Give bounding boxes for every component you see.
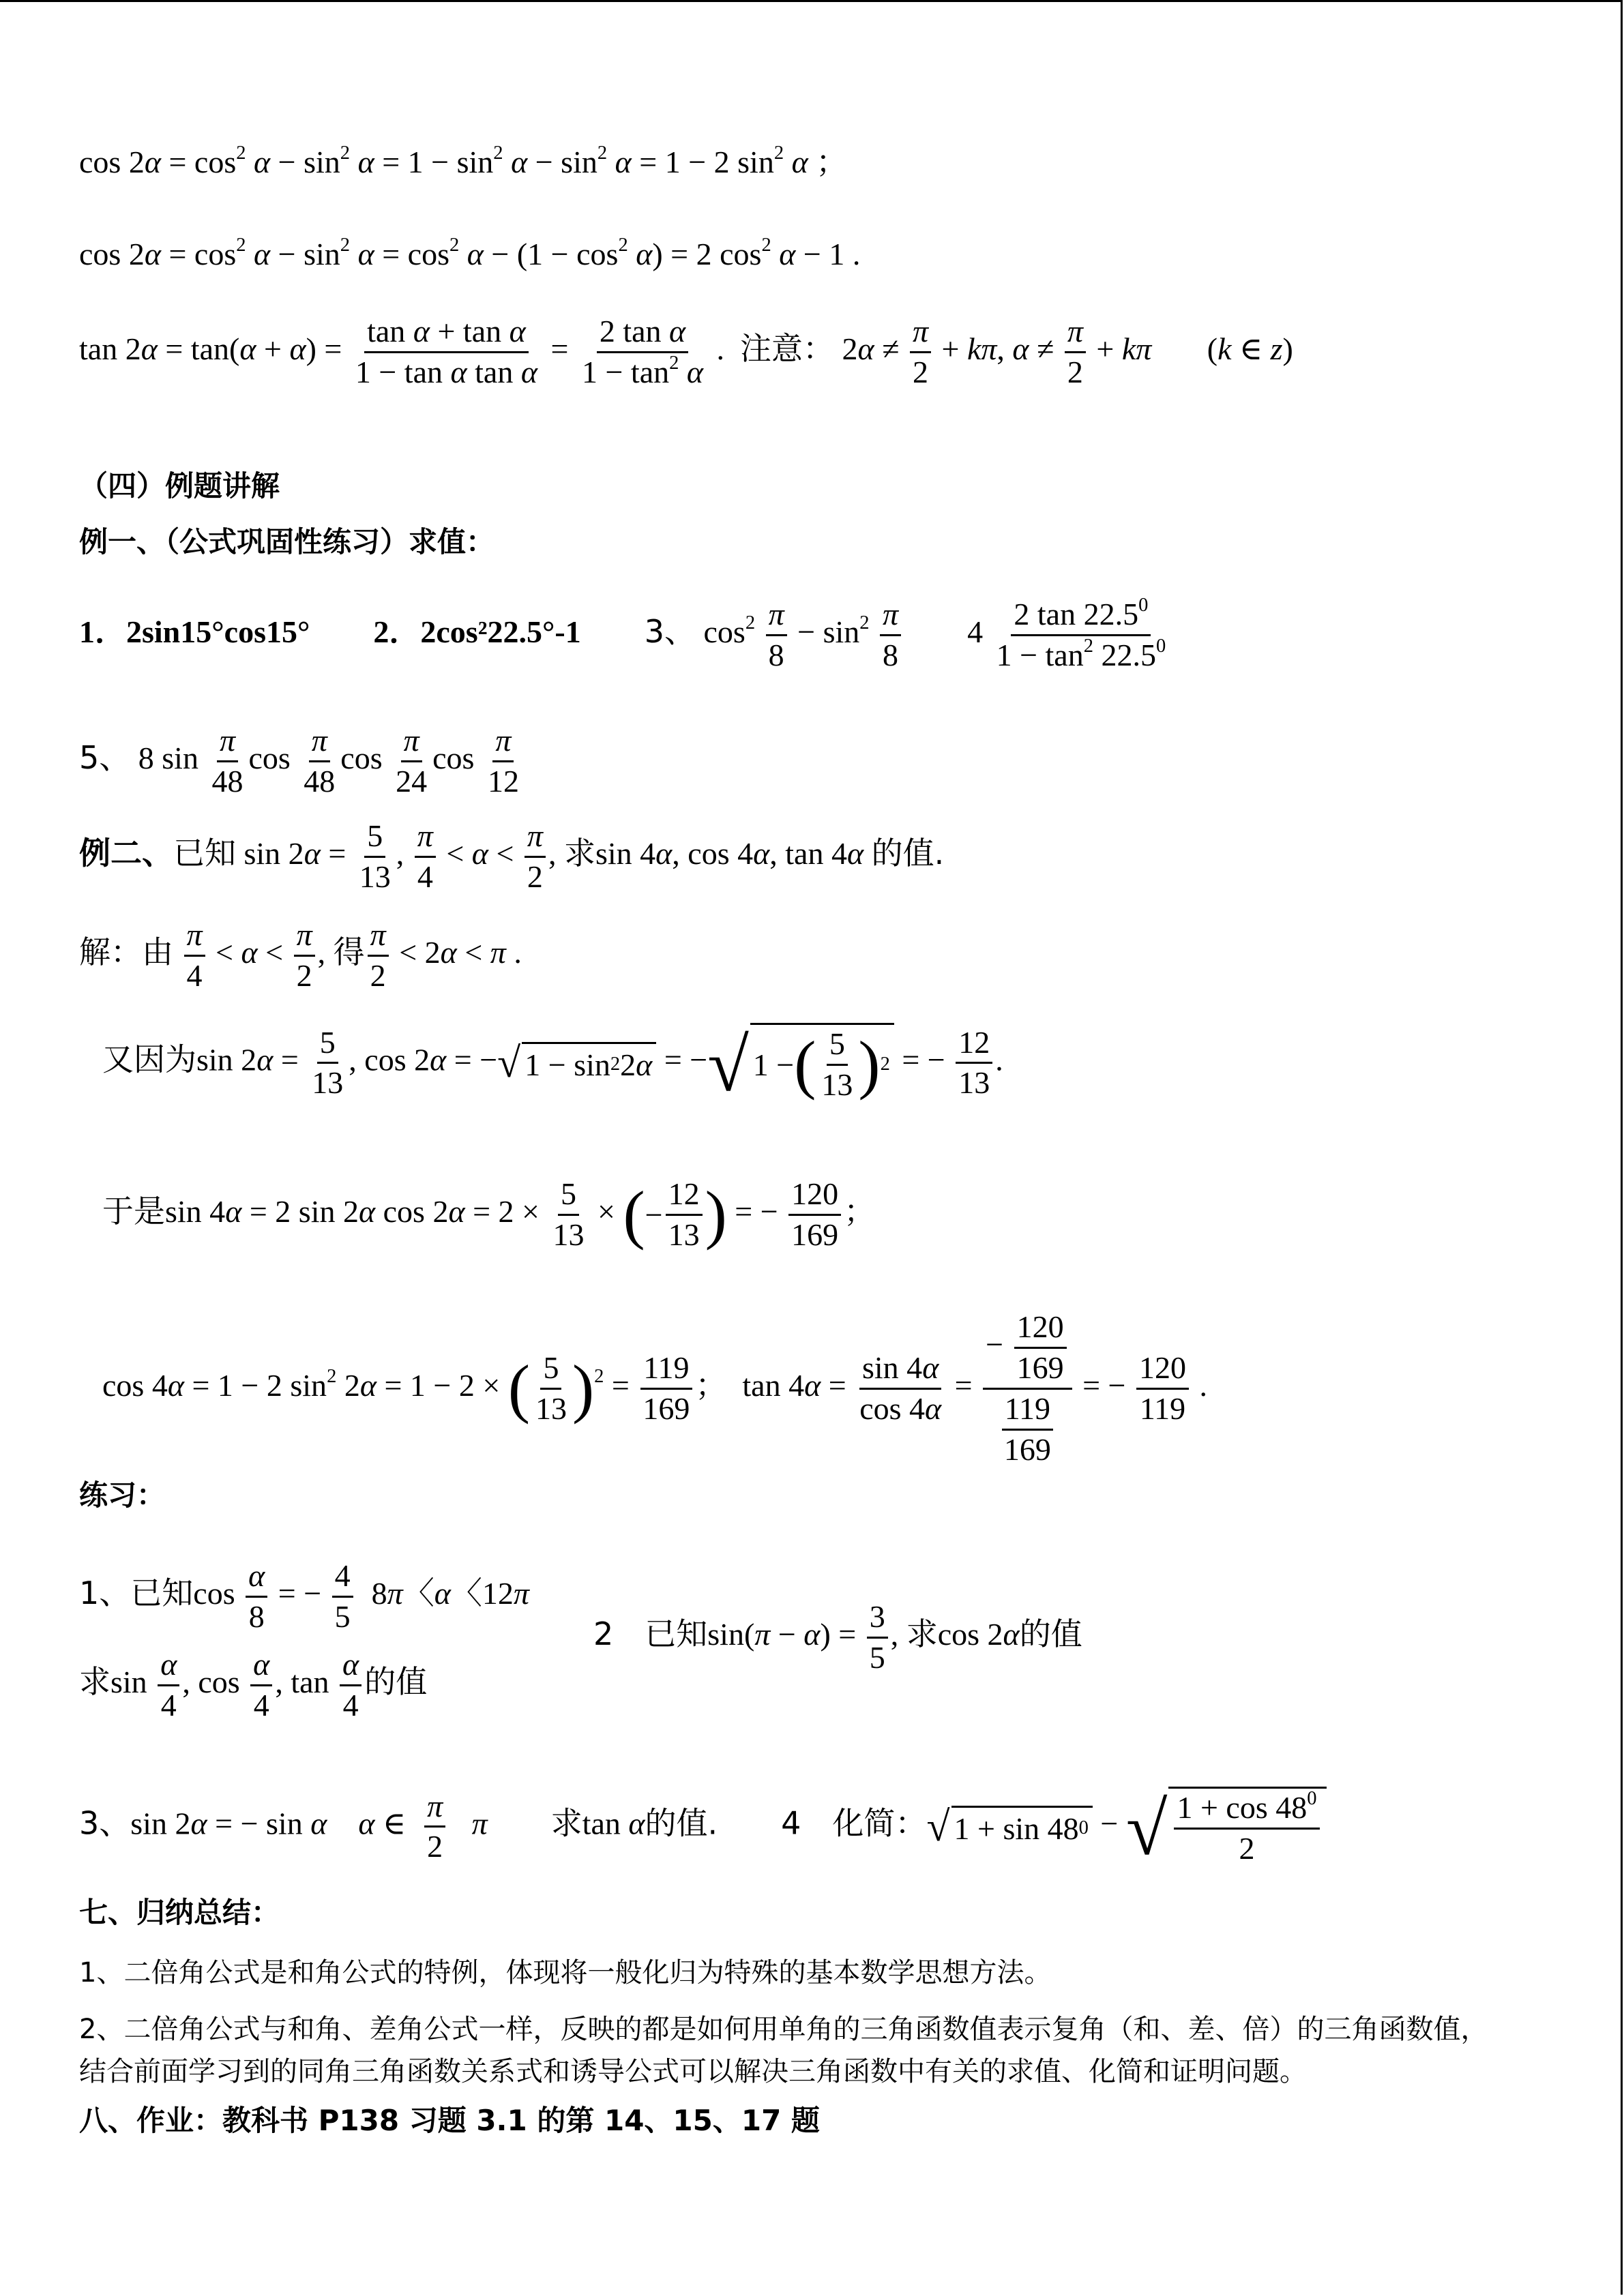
summary-point-1: 1、二倍角公式是和角公式的特例，体现将一般化归为特殊的基本数学思想方法。 xyxy=(79,1957,1052,1988)
example1-item2: 2．2cos²22.5°-1 xyxy=(373,614,581,649)
practice-1-label: 1、已知 xyxy=(79,1574,194,1611)
example2-known-text: 已知 xyxy=(173,834,236,871)
semicolon-2: ； xyxy=(695,1366,727,1403)
example1-item4-label: 4 xyxy=(967,614,984,649)
practice-2: 2 已知sin(π − α) = $\frac{3}{5}$ , 求cos 2α的值 xyxy=(593,1599,1082,1675)
formula-tan2a: tan 2α = tan(α + α) = $\frac{\text{tan α + tan α}}{\text{1 − tan α tan α}}$ = $\frac{\text{2 tan α}}{1 - \tan^2 \alpha}$ . 注意： 2α ≠ $\frac{\pi}{2}$ + kπ, α ≠ $\frac{\pi}{2}$ + kπ (k ∈ z) xyxy=(79,314,1293,389)
example2-problem: 例二、已知 sin 2α = $\frac{5}{13}$ , $\frac{\pi}{4}$ < α < $\frac{\pi}{2}$ , 求sin 4α, cos 4α, tan 4α 的值. xyxy=(79,818,945,894)
example1-item5: 5、 8 sin $\frac{\pi}{48}$ cos $\frac{\pi}{48}$ cos $\frac{\pi}{24}$ cos $\frac{\pi}{12}$ xyxy=(79,723,519,799)
practice-3-label: 3、 xyxy=(79,1804,131,1842)
practice-2-value-text: 的值 xyxy=(1019,1615,1082,1652)
example1-items: 1．2sin15°cos15° 2．2cos²22.5°-1 3、 $\cos^2$ $\frac{\pi}{8}$ − $\sin^2$ $\frac{\pi}{8}$ 4 $\frac{2 \tan 22.5^0}{1 - \tan^2 22.5^0}$ xyxy=(79,595,1166,672)
practice-1-given: 1、已知cos $\frac{\alpha}{8}$ = − $\frac{4}{5}$ 8π〈α〈12π xyxy=(79,1558,529,1634)
practice-3-value-text: 的值. xyxy=(645,1804,718,1842)
example2-label: 例二、 xyxy=(79,834,173,871)
solution-get-text: 得 xyxy=(333,933,365,970)
homework: 八、作业：教科书 P138 习题 3.1 的第 14、15、17 题 xyxy=(79,2104,820,2137)
practice-1-value-text: 的值 xyxy=(364,1663,428,1700)
practice-4-label: 4 化简： xyxy=(781,1804,927,1842)
formula-cos2a-sin: $\cos 2\alpha = \cos^2 \alpha - \sin^2 \alpha = 1 - \sin^2 \alpha - \sin^2 \alpha = 1 - 2$ $\sin^2 \alpha$ ； xyxy=(79,143,848,179)
formula-cos2a-cos: $\cos 2\alpha = \cos^2 \alpha - \sin^2 \alpha = \cos^2 \alpha - (1 - \cos^2 \alpha) = 2$ $\cos^2 \alpha - 1$ . xyxy=(79,235,861,271)
example2-solution-step4: cos 4α = 1 − 2 $\sin^2 2\alpha = 1 - 2$ × ( $\frac{5}{13}$ ) $^2$ = $\frac{119}{169}$ ； tan 4α = $\frac{\sin 4\alpha}{\cos 4\alpha}$ = − $\frac{120}{169}$ $\frac{119}{169}$ = − $\frac{120}{119}$ . xyxy=(102,1309,1207,1467)
example1-item5-label: 5、 xyxy=(79,739,131,776)
hence-text: 于是 xyxy=(102,1192,165,1229)
practice-3-4: 3、sin 2α = − sin α α ∈ $\frac{\pi}{2}$ π 求tan α的值. 4 化简： √ 1 + sin 48 0 − √ $\frac{1 + \cos 48^0}{2}$ xyxy=(79,1787,1327,1867)
practice-1-find: 求sin $\frac{\alpha}{4}$ , cos $\frac{\alpha}{4}$ , tan $\frac{\alpha}{4}$ 的值 xyxy=(79,1647,428,1723)
example1-item3-label: 3、 xyxy=(644,612,696,650)
example2-solution-step2: 又因为sin 2α = $\frac{5}{13}$ , cos 2α = − √ 1 − sin 2 2 α = − √ 1 − ( $\frac{5}{13}$ ) 2 = − $\frac{12}{13}$ . xyxy=(102,1024,1003,1107)
semicolon-1: ； xyxy=(844,1192,876,1229)
practice-2-find-text: 求 xyxy=(906,1615,938,1652)
section-heading-examples: （四）例题讲解 xyxy=(79,469,280,503)
example2-solution-step3: 于是sin 4α = 2 sin 2α cos 2α = 2 × $\frac{5}{13}$ × ( − $\frac{12}{13}$ ) = − $\frac{120}{169}$ ； xyxy=(102,1176,876,1252)
also-because-text: 又因为 xyxy=(102,1041,196,1078)
practice-2-label: 2 已知 xyxy=(593,1615,708,1652)
solution-label: 解：由 xyxy=(79,933,173,970)
example2-value-text: 的值. xyxy=(871,834,945,871)
example2-find-text: 求 xyxy=(563,834,595,871)
example1-title: 例一、（公式巩固性练习）求值： xyxy=(79,525,495,558)
summary-title: 七、归纳总结： xyxy=(79,1896,280,1929)
note-label: 注意： xyxy=(740,329,835,367)
practice-title: 练习： xyxy=(79,1478,166,1512)
practice-1-find-text: 求 xyxy=(79,1663,110,1700)
example1-item1: 1．2sin15°cos15° xyxy=(79,614,310,649)
summary-point-2: 2、二倍角公式与和角、差角公式一样，反映的都是如何用单角的三角函数值表示复角（和、差、倍）的三角函数值，结合前面学习到的同角三角函数关系式和诱导公式可以解决三角函数中有关的求值、化简和证明问题。 xyxy=(79,2014,1488,2087)
practice-3-find-text: 求 xyxy=(550,1804,582,1842)
example2-solution-step1: 解：由 $\frac{\pi}{4}$ < α < $\frac{\pi}{2}$ , 得 $\frac{\pi}{2}$ < 2α < π . xyxy=(79,917,522,993)
